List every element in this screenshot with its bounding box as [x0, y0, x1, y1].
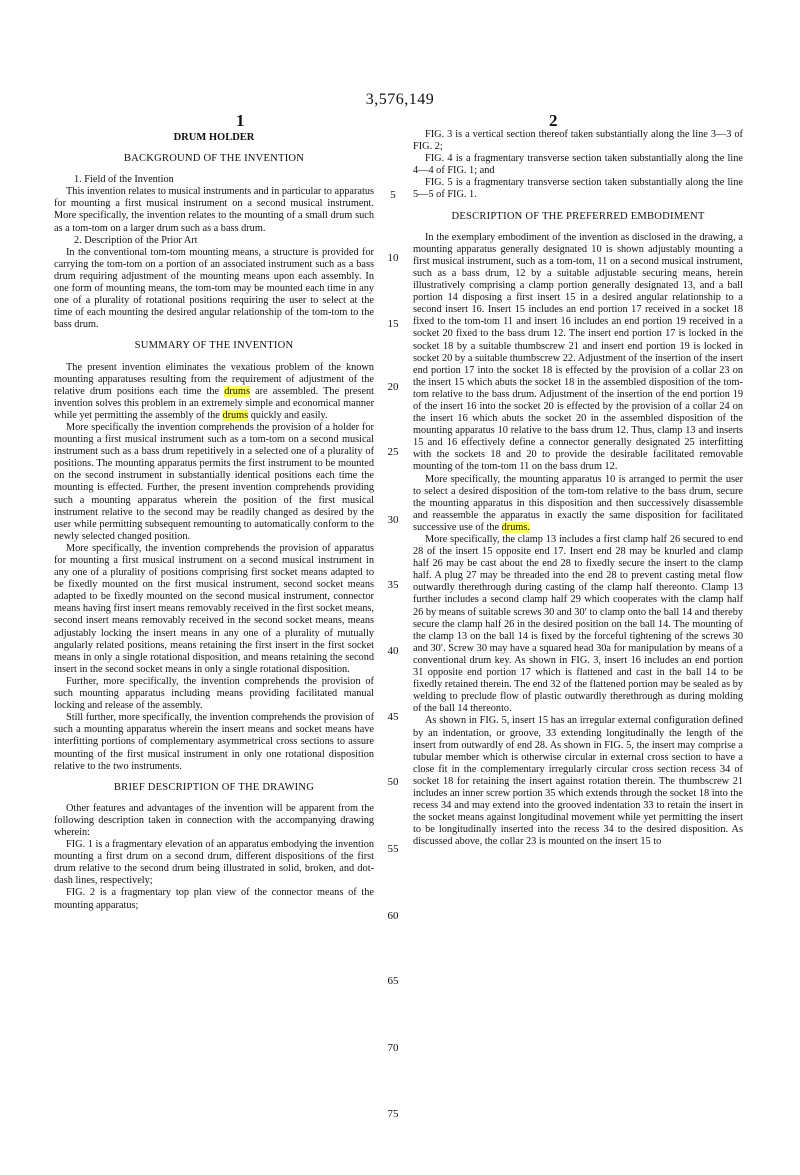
right-column-number: 2 [549, 111, 558, 130]
line-number: 25 [387, 446, 399, 458]
embodiment-text: More specifically, the mounting apparatus 10 is arranged to permit the user to select a desired disposition of the tom-tom relative to the bass drum, secure the mounting apparatus in this disposition and then successively disassemble and reassemble the apparatus in exactly the same disposition for facilitated successive use of the [413, 473, 743, 533]
background-heading: BACKGROUND OF THE INVENTION [123, 153, 305, 165]
line-number: 55 [387, 843, 399, 855]
prior-art-paragraph: In the conventional tom-tom mounting means, a structure is provided for carrying the tom-tom on a portion of an associated instrument such as a bass drum requiring adjustment of the mounting means upon each assembly. In one form of mounting means, the tom-tom may be mounted each time in any one of a plurality of rotational positions requiring the user to select at the time of each mounting the desired angular relationship of the tom-tom to the bass drum. [54, 246, 374, 331]
line-number: 40 [387, 645, 399, 657]
drawing-heading: BRIEF DESCRIPTION OF THE DRAWING [113, 781, 315, 793]
field-heading: 1. Field of the Invention [74, 174, 174, 186]
drawing-paragraph-3: FIG. 2 is a fragmentary top plan view of the connector means of the mounting apparatus; [54, 887, 374, 911]
line-number: 10 [387, 252, 399, 264]
fig4-description: FIG. 4 is a fragmentary transverse section taken substantially along the line 4—4 of FIG. 1; and [413, 153, 743, 177]
line-number: 45 [387, 711, 399, 723]
line-number: 5 [390, 189, 396, 201]
line-number: 15 [387, 318, 399, 330]
embodiment-paragraph-4: As shown in FIG. 5, insert 15 has an irregular external configuration defined by an indentation, or groove, 33 extending longitudinally the length of the insert from outwardly of end 28. As shown in FIG. 5, the insert may comprise a tubular member which is otherwise circular in external cross section to have a close fit in the complementary irregularly circular cross section recess 34 of socket 18 for retaining the insert against rotation therein. The thumbscrew 21 includes an inner screw portion 35 which extends through the socket 18 into the recess 34 and may extend into the grooved indentation 33 to retain the insert in the socket means against longitudinal movement while yet permitting the insert to be longitudinally inserted into the recess 34 to the desired disposition. As discussed above, the collar 23 is mounted on the insert 15 to [413, 715, 743, 848]
summary-heading: SUMMARY OF THE INVENTION [134, 340, 294, 352]
document-title: DRUM HOLDER [173, 132, 255, 143]
embodiment-paragraph-3: More specifically, the clamp 13 includes a first clamp half 26 secured to end 28 of the insert 15 opposite end 17. Insert end 28 may be knurled and clamp half 26 may be cast about the end 28 to fixedly secure the insert to the clamp half. A plug 27 may be threaded into the end 28 to prevent casting metal flow outwardly therethrough during casting of the clamp half thereonto. Clamp 13 further includes a second clamp half 29 which cooperates with the clamp half 26 by means of suitable screws 30 and 30′ to clamp onto the ball 14 and thereby secure the clamp half 26 in the desired position on the ball 14. The mounting of the clamp 13 on the ball 14 is fixed by the forceful tightening of the screws 30 and 30′. Screw 30 may have a squared head 30a for manipulation by means of a conventional drum key. As shown in FIG. 3, insert 16 includes an end portion 31 opposite end portion 17 which is flattened and cast in the ball 14 to be fixedly retained therein. The end 32 of the flattened portion may be sealed as by welding to preclude flow of plastic outwardly therethrough as during molding of the ball 14 thereonto. [413, 534, 743, 715]
prior-art-heading: 2. Description of the Prior Art [74, 234, 198, 246]
field-paragraph: This invention relates to musical instruments and in particular to apparatus for mounting a first musical instrument on a second musical instrument. More specifically, the invention relates to the mounting of a small drum such as a tom-tom on a larger drum such as a bass drum. [54, 186, 374, 234]
right-column [413, 129, 743, 848]
summary-paragraph-3: More specifically, the invention comprehends the provision of apparatus for mounting a first musical instrument on a second musical instrument in any one of a plurality of positions comprising first socket means adapted to be fixedly mounted on the first musical instrument, second socket means adapted to be fixedly mounted on the second musical instrument, connector means having first insert means removably received in the first socket means, second insert means removably received in the second socket means, means adjustably locking the insert means in any one of a plurality of mutually angularly related positions, means retaining the first insert in the first socket means in only a single rotational disposition, and means retaining the second insert in the second socket means in only a single rotational disposition. [54, 542, 374, 675]
drawing-paragraph-2: FIG. 1 is a fragmentary elevation of an apparatus embodying the invention mounting a first drum on a second drum, different dispositions of the first drum relative to the second drum being illustrated in solid, broken, and dot-dash lines, respectively; [54, 839, 374, 887]
line-number: 60 [387, 910, 399, 922]
summary-text-c: quickly and easily. [250, 409, 328, 421]
line-number: 70 [387, 1042, 399, 1054]
embodiment-paragraph-2 [413, 474, 743, 534]
fig5-description: FIG. 5 is a fragmentary transverse section taken substantially along the line 5—5 of FIG. 1. [413, 177, 743, 201]
line-number: 75 [387, 1108, 399, 1120]
drawing-paragraph-1: Other features and advantages of the invention will be apparent from the following description taken in connection with the accompanying drawing wherein: [54, 802, 374, 838]
summary-paragraph-1 [54, 362, 374, 422]
highlighted-term: drums [224, 385, 250, 397]
summary-text-b: are assembled. The present invention solves this problem in an extremely simple and economical manner while yet permitting the assembly of the [54, 385, 374, 421]
line-number: 35 [387, 579, 399, 591]
fig3-description: FIG. 3 is a vertical section thereof taken substantially along the line 3—3 of FIG. 2; [413, 129, 743, 153]
summary-paragraph-5: Still further, more specifically, the invention comprehends the provision of such a mounting apparatus wherein the insert means and socket means have interfitting portions of complementary asymmetrical cross sections to assure mounting of the first musical instrument in only one rotational disposition relative to the two instruments. [54, 712, 374, 772]
left-column-number: 1 [236, 111, 245, 130]
line-number: 50 [387, 776, 399, 788]
embodiment-paragraph-1: In the exemplary embodiment of the invention as disclosed in the drawing, a mounting apparatus generally designated 10 is shown adjustably mounting a first musical instrument, such as a tom-tom, 11 on a second musical instrument, such as a bass drum, 12 by a suitable adjustable securing means, herein illustratively comprising a clamp portion generally designated 13, and a ball portion 14 disposing a first insert 15 in a desired angular relationship to a second insert 16. Insert 15 includes an end portion 17 received in a socket 18 fixed to the tom-tom 11 and insert 16 includes an end portion 19 received in a socket 20 fixed to the bass drum 12. The insert end portion 17 is locked in the socket 18 by a suitable thumbscrew 21 and insert end portion 19 is locked in socket 20 by a suitable thumbscrew 22. Adjustment of the insertion of the insert end portion 17 into the socket 18 is effected by the provision of a collar 23 on the insert 15 which abuts the socket 18 in the assembled disposition of the tom-tom relative to the bass drum. Adjustment of the insertion of the end portion 19 of the insert 16 into the socket 20 is effected by the provision of a collar 24 on the insert 16 which abuts the socket 20 in the assembled disposition of the mounting apparatus 10 relative to the bass drum 12. Thus, clamp 13 and inserts 15 and 16 effectively define a connector generally designated 25 interfitting with the sockets 18 and 20 to provide the desirable facilitated removable mounting of the tom-tom 11 on the bass drum 12. [413, 231, 743, 473]
embodiment-heading: DESCRIPTION OF THE PREFERRED EMBODIMENT [451, 210, 705, 222]
highlighted-term: drums. [501, 521, 530, 533]
line-number: 20 [387, 381, 399, 393]
summary-text-a: The present invention eliminates the vexatious problem of the known mounting apparatuses resulting from the requirement of adjustment of the relative drum positions each time the [54, 361, 374, 397]
highlighted-term: drums [222, 409, 249, 421]
summary-paragraph-2: More specifically the invention comprehends the provision of a holder for mounting a first musical instrument such as a tom-tom on a second musical instrument such as a bass drum repetitively in a selected one of a plurality of positions. The mounting apparatus permits the first instrument to be mounted on the second instrument in substantially identical positions each time the mounting is effected. Further, the present invention comprehends providing such a mounting apparatus wherein the position of the first musical instrument relative to the second may be readily changed as desired by the user while permitting subsequent remounting to automatically conform to the newly selected changed position. [54, 421, 374, 542]
left-column [54, 129, 374, 912]
line-number: 30 [387, 514, 399, 526]
line-number: 65 [387, 975, 399, 987]
summary-paragraph-4: Further, more specifically, the invention comprehends the provision of such mounting apparatus including means providing facilitated manual locking and release of the assembly. [54, 675, 374, 712]
patent-number: 3,576,149 [365, 91, 435, 108]
